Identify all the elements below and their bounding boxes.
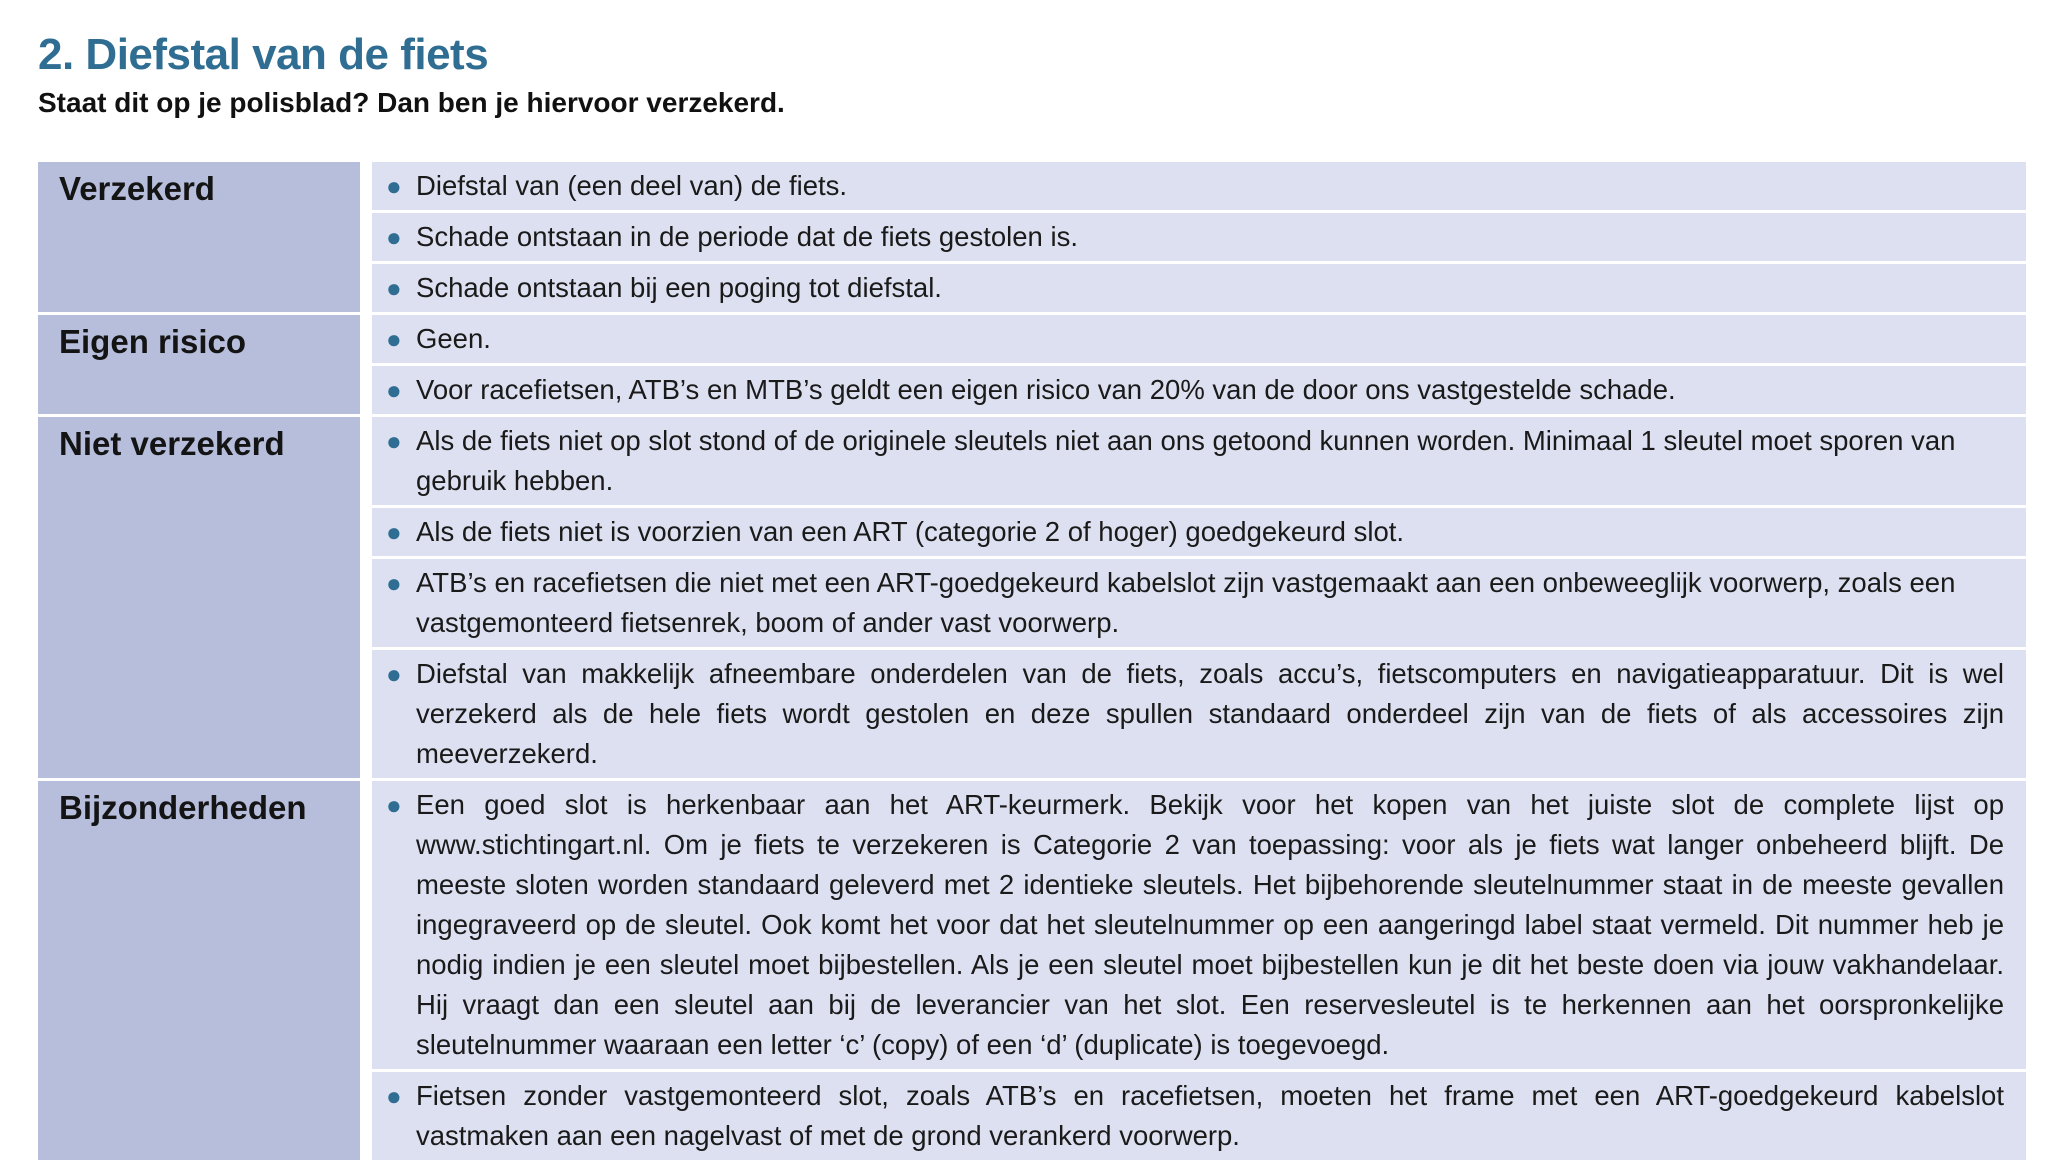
bullet-icon: ● (386, 171, 402, 201)
list-item (372, 366, 2026, 414)
item-text: ATB’s en racefietsen die niet met een ART-goedgekeurd kabelslot zijn vastgemaakt aan een onbeweeglijk voorwerp, zoals een vastgemonteerd fietsenrek, boom of ander vast voorwerp. (416, 567, 1956, 638)
item-text: Diefstal van (een deel van) de fiets. (416, 170, 848, 201)
item-text: Schade ontstaan in de periode dat de fiets gestolen is. (416, 221, 1078, 252)
document-page (38, 24, 2026, 1160)
bullet-icon: ● (386, 517, 402, 547)
list-item (372, 1072, 2026, 1160)
item-text: Schade ontstaan bij een poging tot diefstal. (416, 272, 942, 303)
items-list (372, 315, 2026, 414)
item-text: Geen. (416, 323, 491, 354)
section-niet-verzekerd (38, 417, 2026, 781)
items-list (372, 162, 2026, 312)
list-item (372, 213, 2026, 264)
row-label: Verzekerd (38, 162, 360, 312)
items-list (372, 417, 2026, 778)
items-list (372, 781, 2026, 1160)
section-title: 2. Diefstal van de fiets (38, 30, 489, 79)
item-text: Als de fiets niet is voorzien van een ART (categorie 2 of hoger) goedgekeurd slot. (416, 516, 1405, 547)
item-text: Als de fiets niet op slot stond of de originele sleutels niet aan ons getoond kunnen worden. Minimaal 1 sleutel moet sporen van gebruik hebben. (416, 425, 1956, 496)
bullet-icon: ● (386, 790, 402, 820)
list-item (372, 650, 2026, 778)
item-text: Een goed slot is herkenbaar aan het ART-keurmerk. Bekijk voor het kopen van het juiste slot de complete lijst op www.stichtingart.nl. Om je fiets te verzekeren is Categorie 2 van toepassing: voor als je fiets wat langer onbeheerd blijft. De meeste sloten worden standaard geleverd met 2 identieke sleutels. Het bijbehorende sleutelnummer staat in de meeste gevallen ingegraveerd op de sleutel. Ook komt het voor dat het sleutelnummer op een aangeringd label staat vermeld. Dit nummer heb je nodig indien je een sleutel moet bijbestellen. Als je een sleutel moet bijbestellen kun je dit het beste doen via jouw vakhandelaar. Hij vraagt dan een sleutel aan bij de leverancier van het slot. Een reservesleutel is te herkennen aan het oorspronkelijke sleutelnummer waaraan een letter ‘c’ (copy) of een ‘d’ (duplicate) is toegevoegd. (416, 789, 2004, 1060)
bullet-icon: ● (386, 568, 402, 598)
list-item (372, 417, 2026, 508)
item-text: Fietsen zonder vastgemonteerd slot, zoals ATB’s en racefietsen, moeten het frame met een ART-goedgekeurd kabelslot vastmaken aan een nagelvast of met de grond verankerd voorwerp. (416, 1080, 2004, 1151)
section-subtitle: Staat dit op je polisblad? Dan ben je hiervoor verzekerd. (38, 87, 785, 118)
item-text: Diefstal van makkelijk afneembare onderdelen van de fiets, zoals accu’s, fietscomputers en navigatieapparatuur. Dit is wel verzekerd als de hele fiets wordt gestolen en deze spullen standaard onderdeel zijn van de fiets of als accessoires zijn meeverzekerd. (416, 658, 2004, 769)
list-item (372, 508, 2026, 559)
section-verzekerd (38, 162, 2026, 315)
row-label: Bijzonderheden (38, 781, 360, 1160)
list-item (372, 559, 2026, 650)
list-item (372, 264, 2026, 312)
bullet-icon: ● (386, 375, 402, 405)
bullet-icon: ● (386, 222, 402, 252)
coverage-table (38, 162, 2026, 1160)
item-text: Voor racefietsen, ATB’s en MTB’s geldt een eigen risico van 20% van de door ons vastgestelde schade. (416, 374, 1676, 405)
row-label: Niet verzekerd (38, 417, 360, 778)
section-bijzonderheden (38, 781, 2026, 1160)
bullet-icon: ● (386, 273, 402, 303)
bullet-icon: ● (386, 324, 402, 354)
section-eigen-risico (38, 315, 2026, 417)
bullet-icon: ● (386, 1081, 402, 1111)
bullet-icon: ● (386, 659, 402, 689)
bullet-icon: ● (386, 426, 402, 456)
list-item (372, 781, 2026, 1072)
list-item (372, 162, 2026, 213)
list-item (372, 315, 2026, 366)
row-label: Eigen risico (38, 315, 360, 414)
